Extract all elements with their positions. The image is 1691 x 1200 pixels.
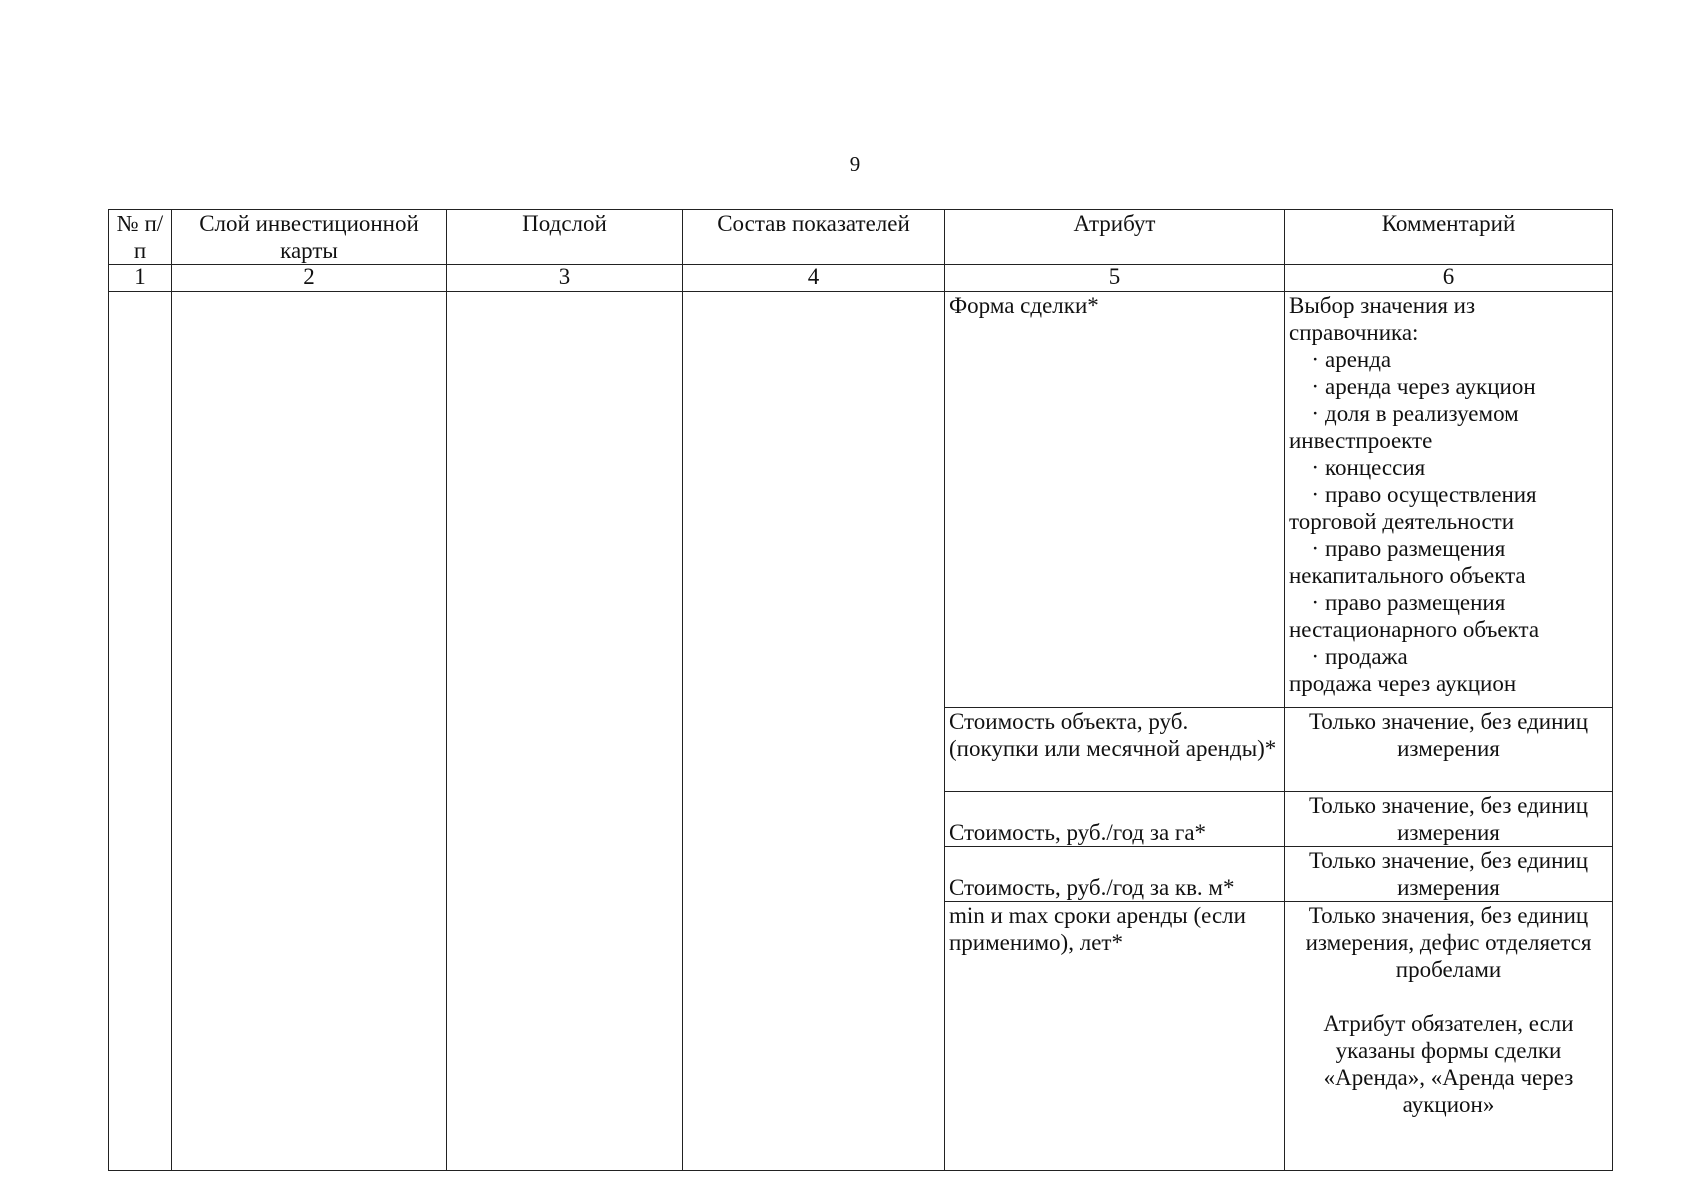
attribute-cell: Стоимость, руб./год за кв. м* xyxy=(945,847,1285,902)
list-item: · доля в реализуемом инвестпроекте xyxy=(1289,401,1519,453)
comment-note: Атрибут обязателен, если указаны формы сделки «Аренда», «Аренда через аукцион» xyxy=(1323,1011,1574,1117)
column-number-3: 3 xyxy=(447,265,683,292)
page-number: 9 xyxy=(849,152,861,176)
empty-cell-layer xyxy=(172,292,447,1171)
empty-cell-indicators xyxy=(683,292,945,1171)
list-item: · право размещения нестационарного объекта xyxy=(1289,590,1540,642)
bullet-icon: · xyxy=(1311,455,1319,480)
attribute-cell: min и max сроки аренды (если применимо), лет* xyxy=(945,902,1285,1171)
empty-cell-number xyxy=(109,292,172,1171)
comment-text: Только значения, без единиц измерения, дефис отделяется пробелами xyxy=(1305,903,1592,982)
header-cell-comment: Комментарий xyxy=(1285,210,1613,265)
column-number-6: 6 xyxy=(1285,265,1613,292)
header-cell-indicators: Состав показателей xyxy=(683,210,945,265)
bullet-icon: · xyxy=(1311,536,1319,561)
indicator-table xyxy=(108,209,1613,1171)
table-row xyxy=(109,292,1613,708)
spacer xyxy=(1289,983,1608,1010)
column-number-4: 4 xyxy=(683,265,945,292)
column-number-2: 2 xyxy=(172,265,447,292)
list-item: · аренда через аукцион xyxy=(1289,373,1608,400)
comment-tail: продажа через аукцион xyxy=(1289,671,1517,696)
list-item: · аренда xyxy=(1289,346,1608,373)
header-cell-attribute: Атрибут xyxy=(945,210,1285,265)
bullet-icon: · xyxy=(1311,374,1319,399)
comment-cell xyxy=(1285,292,1613,708)
column-number-1: 1 xyxy=(109,265,172,292)
column-number-5: 5 xyxy=(945,265,1285,292)
table-header-row xyxy=(109,210,1613,265)
attribute-cell: Форма сделки* xyxy=(945,292,1285,708)
bullet-icon: · xyxy=(1311,644,1319,669)
comment-cell: Только значение, без единиц измерения xyxy=(1285,708,1613,792)
list-item: · право размещения некапитального объекта xyxy=(1289,536,1526,588)
bullet-icon: · xyxy=(1311,482,1319,507)
option-list xyxy=(1289,346,1608,670)
empty-cell-sublayer xyxy=(447,292,683,1171)
bullet-icon: · xyxy=(1311,347,1319,372)
header-cell-sublayer: Подслой xyxy=(447,210,683,265)
column-number-row xyxy=(109,265,1613,292)
comment-cell: Только значение, без единиц измерения xyxy=(1285,847,1613,902)
header-cell-number: № п/п xyxy=(109,210,172,265)
attribute-cell: Стоимость объекта, руб. (покупки или месячной аренды)* xyxy=(945,708,1285,792)
list-item: · концессия xyxy=(1289,454,1608,481)
comment-cell: Только значение, без единиц измерения xyxy=(1285,792,1613,847)
header-cell-layer: Слой инвестиционной карты xyxy=(172,210,447,265)
comment-intro: Выбор значения из справочника: xyxy=(1289,293,1476,345)
bullet-icon: · xyxy=(1311,590,1319,615)
comment-cell xyxy=(1285,902,1613,1171)
bullet-icon: · xyxy=(1311,401,1319,426)
list-item: · продажа xyxy=(1289,643,1608,670)
attribute-cell: Стоимость, руб./год за га* xyxy=(945,792,1285,847)
list-item: · право осуществления торговой деятельности xyxy=(1289,482,1537,534)
